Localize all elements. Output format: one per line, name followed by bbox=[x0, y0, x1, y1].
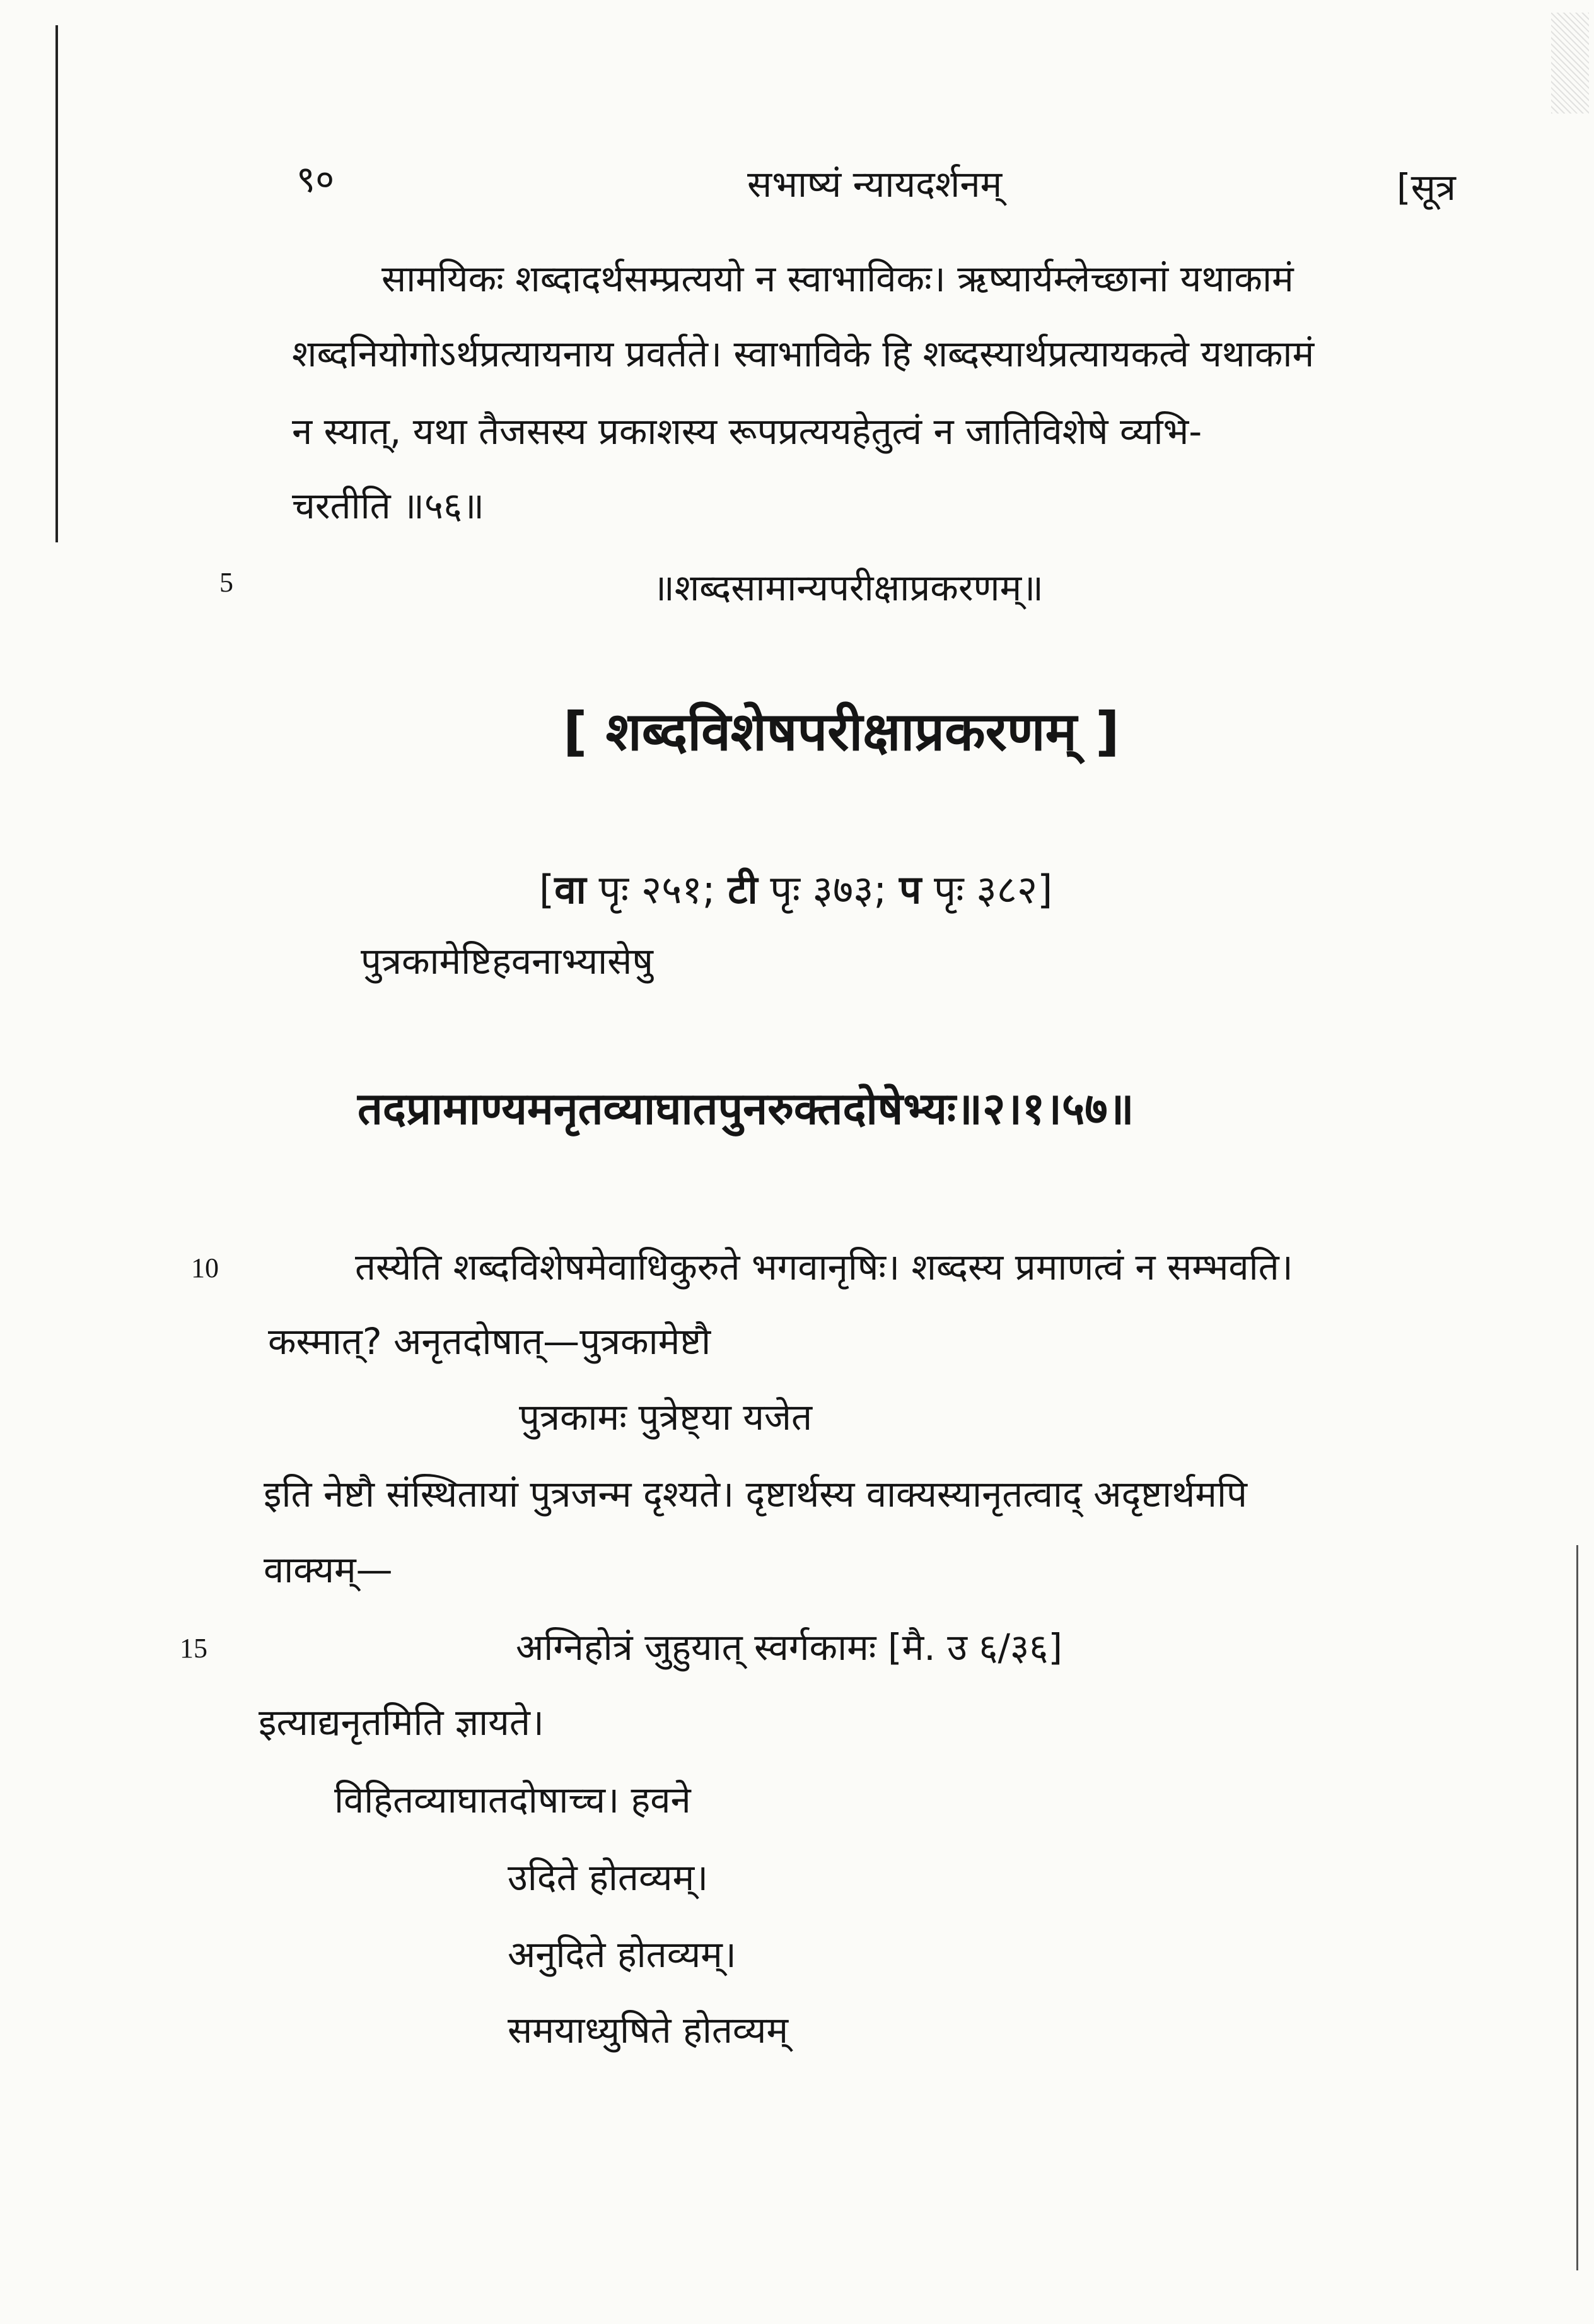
reference-pa-page: पृः ३८२] bbox=[921, 867, 1053, 913]
reference-ti: टी bbox=[728, 867, 758, 913]
text-line: न स्यात्, यथा तैजसस्य प्रकाशस्य रूपप्रत्ययहेतुत्वं न जातिविशेषे व्यभि- bbox=[292, 410, 1202, 453]
text-line: वाक्यम्— bbox=[264, 1548, 393, 1591]
section-marker: [सूत्र bbox=[1397, 166, 1456, 209]
text-line: कस्मात्? अनृतदोषात्—पुत्रकामेष्टौ bbox=[268, 1320, 711, 1363]
text-line: अग्निहोत्रं जुहुयात् स्वर्गकामः [मै. उ ६/३६] bbox=[516, 1626, 1063, 1669]
reference-pa: प bbox=[899, 867, 922, 913]
running-title: सभाष्यं न्यायदर्शनम् bbox=[747, 163, 1003, 206]
context-line: पुत्रकामेष्टिहवनाभ्यासेषु bbox=[361, 940, 653, 983]
text-line: उदिते होतव्यम्। bbox=[508, 1856, 709, 1899]
reference-va-page: पृः २५१; bbox=[586, 867, 728, 913]
section-end: ॥शब्दसामान्यपरीक्षाप्रकरणम्॥ bbox=[653, 566, 1044, 609]
section-heading: [ शब्दविशेषपरीक्षाप्रकरणम् ] bbox=[563, 701, 1120, 762]
scan-margin-line bbox=[55, 25, 58, 542]
text-line: चरतीति ॥५६॥ bbox=[292, 484, 484, 527]
scan-right-edge bbox=[1576, 1545, 1578, 2270]
text-line: विहितव्याघातदोषाच्च। हवने bbox=[334, 1778, 691, 1821]
reference-ti-page: पृः ३७३; bbox=[757, 867, 900, 913]
text-line: अनुदिते होतव्यम्। bbox=[508, 1933, 736, 1976]
sutra: तदप्रामाण्यमनृतव्याघातपुनरुक्तदोषेभ्यः॥२।१।५७॥ bbox=[358, 1083, 1134, 1135]
text-line: शब्दनियोगोऽर्थप्रत्यायनाय प्रवर्तते। स्वाभाविके हि शब्दस्यार्थप्रत्यायकत्वे यथाकामं bbox=[292, 332, 1315, 375]
text-line: पुत्रकामः पुत्रेष्ट्या यजेत bbox=[519, 1396, 813, 1439]
line-number: 5 bbox=[219, 567, 233, 598]
text-line: इत्याद्यनृतमिति ज्ञायते। bbox=[259, 1701, 544, 1744]
text-line: इति नेष्टौ संस्थितायां पुत्रजन्म दृश्यते। दृष्टार्थस्य वाक्यस्यानृतत्वाद् अदृष्टार्थमपि bbox=[264, 1473, 1247, 1515]
reference-va: वा bbox=[554, 867, 586, 913]
text-line: सामयिकः शब्दादर्थसम्प्रत्ययो न स्वाभाविकः। ऋष्यार्यम्लेच्छानां यथाकामं bbox=[381, 257, 1294, 300]
line-number: 15 bbox=[180, 1633, 207, 1664]
page-number: ९० bbox=[296, 158, 335, 201]
reference-line bbox=[539, 867, 1053, 913]
line-number: 10 bbox=[191, 1253, 219, 1283]
text-line: समयाध्युषिते होतव्यम् bbox=[508, 2009, 789, 2052]
text-line: तस्येति शब्दविशेषमेवाधिकुरुते भगवानृषिः। शब्दस्य प्रमाणत्वं न सम्भवति। bbox=[355, 1246, 1293, 1288]
reference-open: [ bbox=[539, 867, 555, 913]
scan-noise bbox=[1551, 13, 1589, 114]
